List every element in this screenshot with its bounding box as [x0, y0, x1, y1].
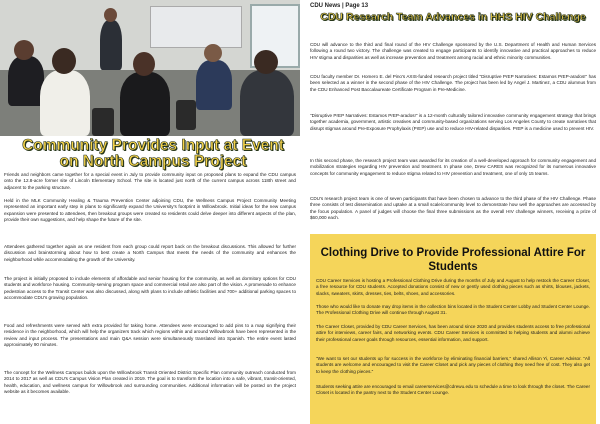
clothing-drive-box — [310, 234, 596, 424]
hiv-challenge-headline: CDU Research Team Advances in HHS HIV Challenge — [320, 11, 586, 23]
article-paragraph: Those who would like to donate may drop items in the collection bins located in the Student Center Lobby and Student Center Lounge. The Professional Clothing Drive will continue through August 31. — [316, 304, 590, 316]
article-paragraph: Attendees gathered together again as one resident from each group could report back on the breakout discussions. This allowed for further discussion and brainstorming about how to best create a North Campus that meets the needs of the community and enhances the neighborhood while accommodating the growth of the University. — [4, 244, 296, 262]
article-paragraph: CDU Career Services is hosting a Professional Clothing Drive during the months of July and August to help restock the Career Closet, a free resource for CDU students. Accepted donations consist of new or gently used clothing pieces such as shirts, blouses, jackets, slacks, sweaters, skirts, dresses, ties, belts, shoes, and accessories. — [316, 278, 590, 296]
article-paragraph: The project is initially proposed to include elements of affordable and senior housing for the community, as well as dormitory options for CDU students and workforce housing. Community-serving program space and commercial retail are also part of the vision. A promenade to enhance pedestrian access to the Transit Center was also discussed, along with plans to include athletic facilities and 700+ additional parking spaces to accommodate CDU's growing population. — [4, 276, 296, 301]
article-paragraph: Friends and neighbors came together for a special event in July to provide community input on proposed plans to expand the CDU campus onto the 12.8-acre former site of Lincoln Elementary School. The site is located just north of the current campus across 118th street and adjacent to the parking structure. — [4, 172, 296, 190]
article-paragraph: "Disruptive PrEP Narratives: Estamos PrEP-arados!" is a 12-month culturally tailored innovative community engagement strategy that brings together academia, government, artistic creatives and community-based organizations serving Los Angeles County to create narratives that disrupt stigmas around Pre-Exposure Prophylaxis (PrEP) use and to reduce HIV-related disparities. PrEP is a medicine used to prevent HIV. — [310, 113, 596, 131]
page-header: CDU News | Page 13 — [310, 3, 369, 9]
event-photo — [0, 0, 300, 136]
article-paragraph: CDU's research project team is one of seven participants that have been chosen to advance to the third phase of the HIV Challenge. Phase three consists of test dissemination and uptake at a small scale/community level to demonstrate how well the approaches are accessed by the focus population. A panel of judges will choose the final three submissions as the overall HIV challenge winners, receiving a prize of $60,000 each. — [310, 196, 596, 221]
article-paragraph: In this second phase, the research project team was awarded for its creation of a well-developed approach for community engagement and mobilization strategies regarding HIV prevention and treatment. In phase one, Drew CARES was recognized for its numerous innovative concepts for community engagement to reduce stigma related to HIV prevention and treatment, one of only 15 teams. — [310, 158, 596, 176]
article-paragraph: CDU faculty member Dr. Homero E. del Pino's AXIS-funded research project titled "Disruptive PrEP Narratives: Estamos PrEP-arados!" has been selected as a winner in the second phase of the HIV Challenge. The project has been led by Angel J. Martinez, a CDU alumnus from the CDU Enhanced Post Baccalaureate Certificate Program in Pre-Medicine. — [310, 74, 596, 92]
article-paragraph: "We want to set our students up for success in the workforce by eliminating financial barriers," shared Allison Yi, Career Advisor. "All students are welcome and encouraged to visit the Career Closet and pick any pieces of clothing they need free of cost. They also get to keep the clothing pieces." — [316, 356, 590, 374]
clothing-drive-headline: Clothing Drive to Provide Professional Attire For Students — [320, 247, 586, 273]
article-paragraph: Held in the MLK Community Healing & Trauma Prevention Center adjoining CDU, the Wellness Campus Project Community Meeting represented an important early step in plans to significantly expand the University's footprint in Willowbrook. Initial ideas for the new campus expansion were presented to attendees, then breakout groups were created so residents could delve deeper into different aspects of the plan, provide their own suggestions, and help shape the future of the site. — [4, 198, 296, 223]
right-column — [310, 0, 596, 424]
article-paragraph: CDU will advance to the third and final round of the HIV Challenge sponsored by the U.S. Department of Health and Human Services following a round two victory. The challenge was created to engage participants to identify innovative and practical approaches to reduce HIV stigma and disparities as well as increase prevention and treatment among racial and ethnic minority communities. — [310, 42, 596, 60]
article-paragraph: Food and refreshments were served with extra provided for taking home. Attendees were encouraged to add pins to a map signifying their residence in the neighborhood, which will help the organizers track which regions within and around Willowbrook have been represented in the review and input process. The presentations and main Q&A session were simultaneously translated into Spanish. The entire event lasted approximately 90 minutes. — [4, 323, 296, 348]
article-paragraph: The concept for the Wellness Campus builds upon the Willowbrook Transit Oriented District Specific Plan community outreach conducted from 2014 to 2017 as well as CDU's Campus Vision Plan created in 2019. The goal is to transform the location into a safe, vibrant, transit-oriented, health, education, and wellness campus for Willowbrook and surrounding communities. Additional information will be posted on the project website as it becomes available. — [4, 370, 296, 395]
north-campus-headline: Community Provides Input at Event on North Campus Project — [22, 137, 284, 171]
article-paragraph: The Career Closet, provided by CDU Career Services, has been around since 2020 and provides students access to free professional attire for interviews, career fairs, and networking events. CDU Career Services is committed to helping students and alumni achieve their professional career goals through resources, essential information, and support. — [316, 324, 590, 342]
article-paragraph: Students seeking attire are encouraged to email careerservices@cdrewu.edu to schedule a time to look through the closet. The Career Closet is located in the pantry next to the Student Center Lounge. — [316, 384, 590, 396]
